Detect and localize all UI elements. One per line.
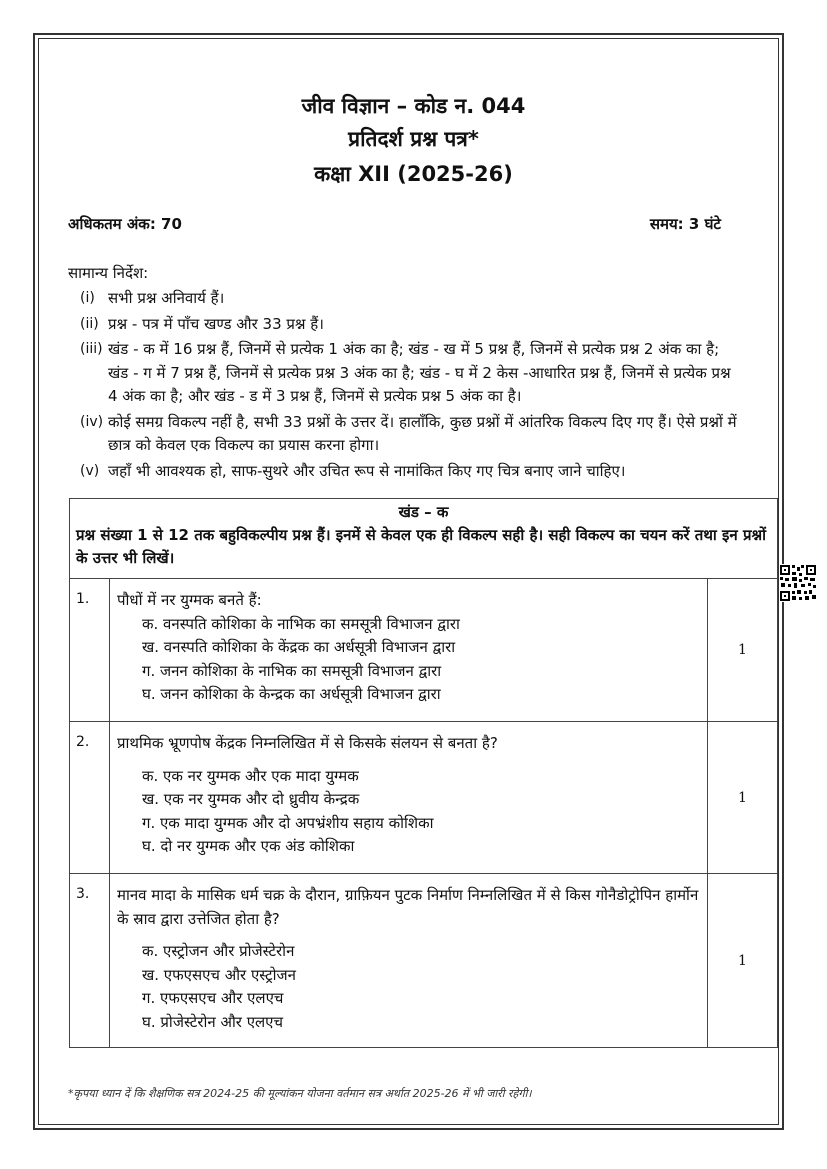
options-list: [117, 765, 701, 859]
question-body: [110, 579, 708, 721]
time-allowed: समय: 3 घंटे: [649, 215, 721, 233]
marks-cell: 1: [738, 952, 747, 969]
question-row: [70, 874, 777, 1047]
question-text: पौधों में नर युग्मक बनते हैं:: [117, 591, 262, 609]
option: क. एक नर युग्मक और एक मादा युग्मक: [142, 766, 359, 785]
section-header: [70, 499, 777, 579]
option: ख. एफएसएच और एस्ट्रोजन: [142, 965, 296, 984]
option: ख. एक नर युग्मक और दो ध्रुवीय केन्द्रक: [142, 790, 360, 808]
subject-title: जीव विज्ञान – कोड न. 044: [301, 94, 526, 118]
option: क. वनस्पति कोशिका के नाभिक का समसूत्री विभाजन द्वारा: [142, 614, 460, 633]
instruction-text: सभी प्रश्न अनिवार्य हैं।: [108, 289, 225, 307]
option: ग. एफएसएच और एलएच: [142, 989, 284, 1007]
marks-cell: 1: [738, 642, 747, 658]
option: ख. वनस्पति कोशिका के केंद्रक का अर्धसूत्री विभाजन द्वारा: [142, 638, 456, 656]
options-list: [117, 613, 701, 707]
general-instructions-heading: सामान्य निर्देश:: [68, 264, 149, 282]
instruction-text: जहाँ भी आवश्यक हो, साफ-सुथरे और उचित रूप से नामांकित किए गए चित्र बनाए जाने चाहिए।: [108, 461, 626, 480]
instruction-item: [68, 287, 738, 311]
section-title: खंड – क: [398, 503, 449, 521]
instruction-number: (i): [80, 290, 95, 306]
general-instructions-list: [68, 287, 738, 485]
paper-title: प्रतिदर्श प्रश्न पत्र*: [348, 127, 479, 151]
instruction-number: (ii): [80, 315, 99, 332]
question-number: 3.: [70, 874, 110, 1047]
options-list: [117, 940, 701, 1034]
option: ग. जनन कोशिका के नाभिक का समसूत्री विभाजन द्वारा: [142, 661, 442, 680]
instruction-text: प्रश्न - पत्र में पाँच खण्ड और 33 प्रश्न हैं।: [108, 314, 324, 333]
instruction-text: कोई समग्र विकल्प नहीं है, सभी 33 प्रश्नों के उत्तर दें। हालाँकि, कुछ प्रश्नों में आंतरिक विकल्प दिए गए हैं। ऐसे प्रश्नों में छात्र को केवल एक विकल्प का प्रयास करना होगा।: [108, 412, 737, 454]
instruction-item: [68, 460, 738, 484]
question-body: [110, 722, 708, 873]
instruction-item: [68, 411, 738, 458]
option: घ. दो नर युग्मक और एक अंड कोशिका: [142, 837, 355, 855]
question-row: [70, 579, 777, 722]
class-title: कक्षा XII (2025-26): [314, 162, 513, 186]
option: घ. जनन कोशिका के केन्द्रक का अर्धसूत्री विभाजन द्वारा: [142, 685, 441, 703]
max-marks: अधिकतम अंक: 70: [68, 215, 182, 233]
instruction-number: (iv): [80, 413, 104, 430]
instruction-item: [68, 313, 738, 337]
question-number: 2.: [70, 722, 110, 873]
questions-table: [69, 498, 778, 1048]
option: घ. प्रोजेस्टेरोन और एलएच: [142, 1012, 283, 1031]
instruction-text: खंड - क में 16 प्रश्न हैं, जिनमें से प्रत्येक 1 अंक का है; खंड - ख में 5 प्रश्न हैं, जिनमें से प्रत्येक प्रश्न 2 अंक का है; खंड - ग में 7 प्रश्न हैं, जिनमें से प्रत्येक प्रश्न 3 अंक का है; खंड - घ में 2 केस -आधारित प्रश्न हैं, जिनमें से प्रत्येक प्रश्न 4 अंक का है; और खंड - ड में 3 प्रश्न हैं, जिनमें से प्रत्येक प्रश्न 5 अंक का है।: [108, 340, 731, 405]
marks-cell: 1: [738, 789, 747, 806]
instruction-number: (iii): [80, 341, 103, 357]
qr-code-icon: [779, 564, 817, 602]
section-instruction: प्रश्न संख्या 1 से 12 तक बहुविकल्पीय प्रश्न हैं। इनमें से केवल एक ही विकल्प सही है। सही विकल्प का चयन करें तथा इन प्रश्नों के उत्तर भी लिखें।: [76, 526, 766, 567]
option: क. एस्ट्रोजन और प्रोजेस्टेरोन: [142, 942, 295, 960]
question-row: [70, 722, 777, 874]
instruction-item: [68, 338, 738, 409]
question-text: प्राथमिक भ्रूणपोष केंद्रक निम्नलिखित में से किसके संलयन से बनता है?: [117, 734, 498, 752]
question-number: 1.: [70, 579, 110, 721]
question-body: [110, 874, 708, 1047]
instruction-number: (v): [80, 462, 100, 479]
footnote: *कृपया ध्यान दें कि शैक्षणिक सत्र 2024-25 की मूल्यांकन योजना वर्तमान सत्र अर्थात 2025-26 में भी जारी रहेगी।: [68, 1087, 532, 1100]
option: ग. एक मादा युग्मक और दो अपभ्रंशीय सहाय कोशिका: [142, 813, 434, 832]
question-text: मानव मादा के मासिक धर्म चक्र के दौरान, ग्राफ़ियन पुटक निर्माण निम्नलिखित में से किस गोनैडोट्रोपिन हार्मोन के स्राव द्वारा उत्तेजित होता है?: [117, 886, 699, 928]
